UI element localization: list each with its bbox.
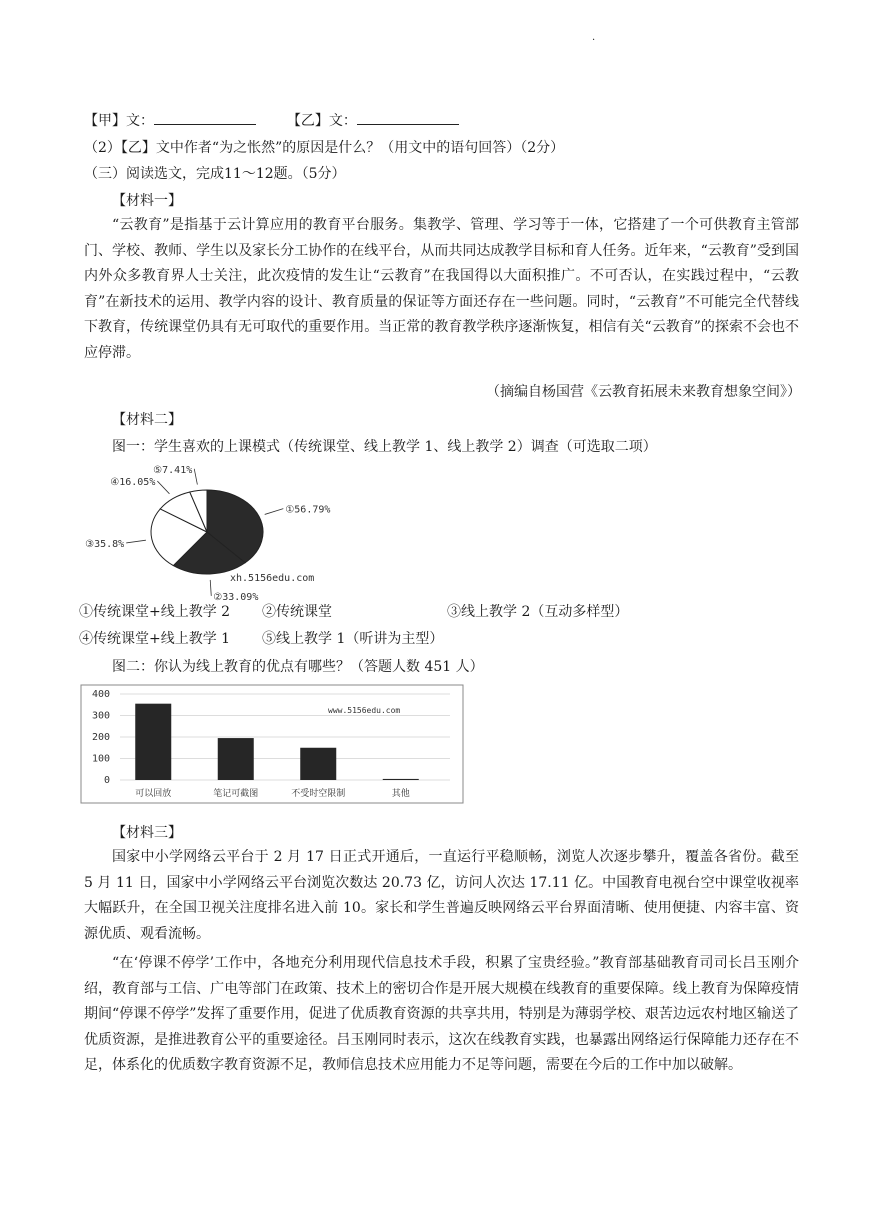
legend-item-4: ④传统课堂+线上教学 1 xyxy=(79,631,231,647)
y-tick-400: 400 xyxy=(91,689,110,700)
x-category-label-4: 其他 xyxy=(391,789,410,799)
pie-slices xyxy=(151,490,263,574)
x-category-label-2: 笔记可截图 xyxy=(213,789,259,799)
jia-answer-blank[interactable] xyxy=(154,110,256,125)
section-3-heading: （三）阅读选文，完成11～12题。（5分） xyxy=(84,166,346,182)
pie-value-label-5: ⑤7.41% xyxy=(153,464,193,476)
pie-leader-line-2 xyxy=(210,580,211,596)
y-tick-200: 200 xyxy=(91,732,110,743)
material1-source: （摘编自杨国营《云教育拓展未来教育想象空间》） xyxy=(486,384,801,400)
material3-paragraph-1: 国家中小学网络云平台于 2 月 17 日正式开通后，一直运行平稳顺畅，浏览人次逐步攀升，覆盖各省份。截至 5 月 11 日，国家中小学网络云平台浏览次数达 20.73 亿，访问人次达 17.11 亿。中国教育电视台空中课堂收视率大幅跃升，在全国卫视关注度排名进入前 10。家长和学生普遍反映网络云平台界面清晰、使用便捷、内容丰富、资源优质、观看流畅。 xyxy=(84,849,799,942)
figure1-title: 图一：学生喜欢的上课模式（传统课堂、线上教学 1、线上教学 2）调查（可选取二项） xyxy=(112,439,657,455)
y-tick-300: 300 xyxy=(91,710,110,722)
y-tick-0: 0 xyxy=(103,775,110,786)
material1-text: “云教育”是指基于云计算应用的教育平台服务。集教学、管理、学习等于一体，它搭建了一个可供教育主管部门、学校、教师、学生以及家长分工协作的在线平台，从而共同达成教学目标和育人任务。近年来，“云教育”受到国内外众多教育界人士关注，此次疫情的发生让“云教育”在我国得以大面积推广。不可否认，在实践过程中，“云教育”在新技术的运用、教学内容的设计、教育质量的保证等方面还存在一些问题。同时，“云教育”不可能完全代替线下教育，传统课堂仍具有无可取代的重要作用。当正常的教育教学秩序逐渐恢复，相信有关“云教育”的探索不会也不应停滞。 xyxy=(84,217,799,361)
legend-row-1 xyxy=(79,601,629,621)
figure2-bar-chart xyxy=(80,684,470,806)
pie-leader-line-5 xyxy=(194,469,197,485)
question-2: （2）【乙】文中作者“为之怅然”的原因是什么？（用文中的语句回答）（2分） xyxy=(84,140,565,156)
legend-item-5: ⑤线上教学 1（听讲为主型） xyxy=(262,631,444,647)
x-category-label-1: 可以回放 xyxy=(135,789,172,799)
y-tick-labels xyxy=(92,689,110,786)
legend-item-2: ②传统课堂 xyxy=(262,604,332,620)
figure2-title: 图二：你认为线上教育的优点有哪些？（答题人数 451 人） xyxy=(112,659,484,675)
material2-title: 【材料二】 xyxy=(112,412,182,428)
legend-item-3: ③线上教学 2（互动多样型） xyxy=(447,604,629,620)
y-tick-100: 100 xyxy=(91,753,110,765)
pie-value-label-4: ④16.05% xyxy=(110,477,156,489)
yi-answer-blank[interactable] xyxy=(357,110,459,125)
figure2-watermark: www.5156edu.com xyxy=(328,706,401,715)
pie-value-label-2: ②33.09% xyxy=(213,591,259,603)
x-category-label-3: 不受时空限制 xyxy=(291,789,346,799)
material3-title: 【材料三】 xyxy=(112,825,182,841)
pie-leader-line-4 xyxy=(157,481,169,494)
header-dot: . xyxy=(592,32,596,43)
bar-2 xyxy=(218,738,254,780)
pie-value-label-1: ①56.79% xyxy=(285,504,331,516)
pie-leader-line-1 xyxy=(265,509,284,515)
legend-item-1: ①传统课堂+线上教学 2 xyxy=(79,604,231,620)
bar-3 xyxy=(300,748,336,780)
material1-title: 【材料一】 xyxy=(112,193,182,209)
bar-4 xyxy=(383,779,419,780)
bar-1 xyxy=(135,704,171,780)
figure1-pie-chart xyxy=(80,460,400,603)
jia-label: 【甲】文： xyxy=(84,113,154,129)
pie-leader-line-3 xyxy=(126,540,146,543)
answer-line xyxy=(84,110,459,130)
x-category-labels xyxy=(135,787,410,799)
material3-paragraph-2: “在‘停课不停学’工作中，各地充分利用现代信息技术手段，积累了宝贵经验。”教育部基础教育司司长吕玉刚介绍，教育部与工信、广电等部门在政策、技术上的密切合作是开展大规模在线教育的重要保障。线上教育为保障疫情期间“停课不停学”发挥了重要作用，促进了优质教育资源的共享共用，特别是为薄弱学校、艰苦边远农村地区输送了优质资源，是推进教育公平的重要途径。吕玉刚同时表示，这次在线教育实践，也暴露出网络运行保障能力还存在不足，体系化的优质数字教育资源不足，教师信息技术应用能力不足等问题，需要在今后的工作中加以破解。 xyxy=(84,955,799,1073)
pie-value-label-3: ③35.8% xyxy=(85,538,125,550)
legend-row-2 xyxy=(79,628,444,648)
figure1-watermark: xh.5156edu.com xyxy=(230,573,315,584)
yi-label: 【乙】文： xyxy=(286,113,357,129)
bars xyxy=(135,704,419,780)
